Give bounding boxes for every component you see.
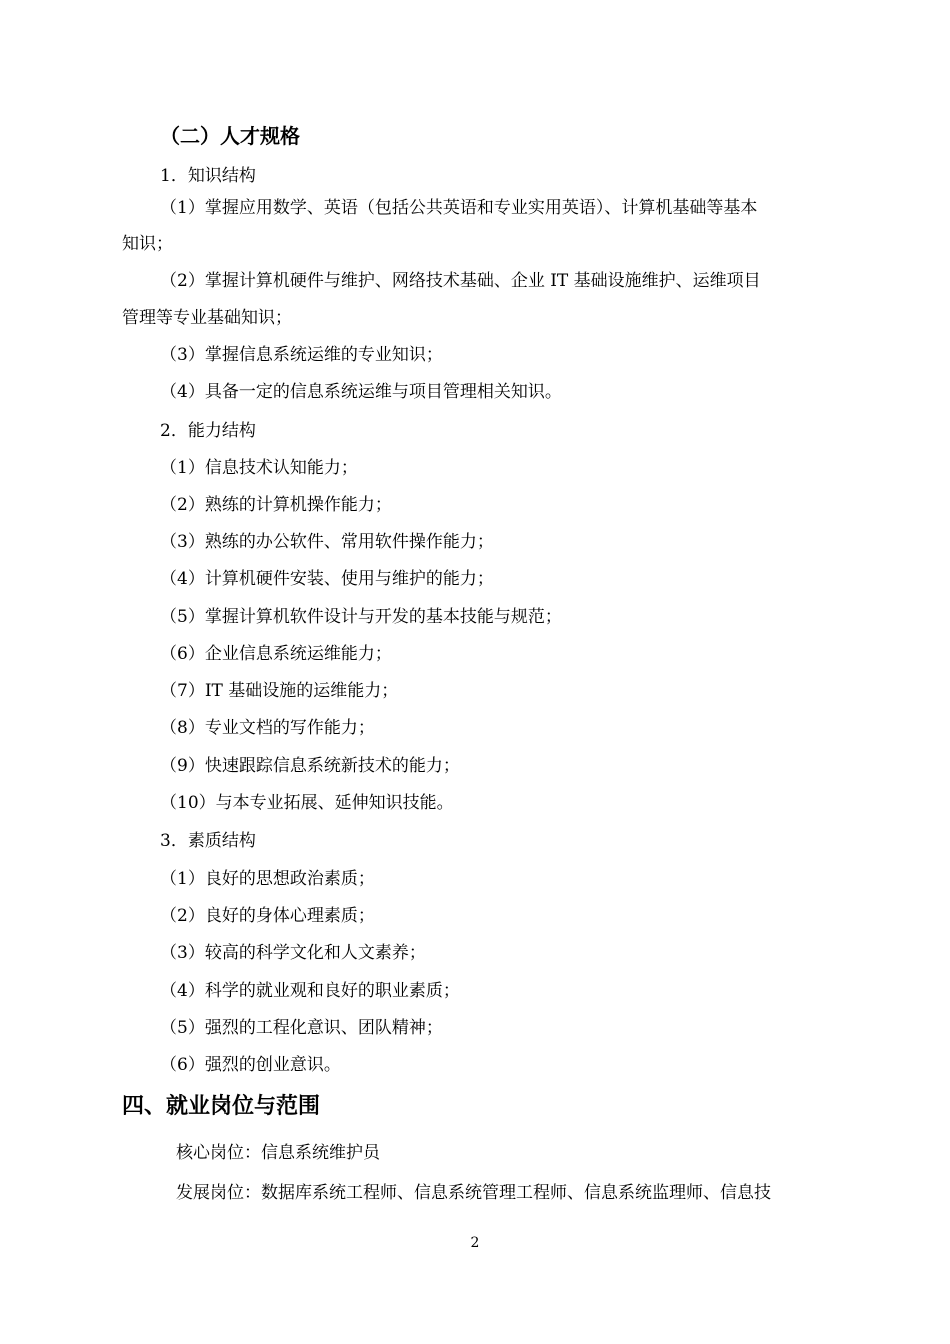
ability-item-8: （8）专业文档的写作能力； — [160, 718, 375, 738]
ability-structure-title: 2．能力结构 — [160, 421, 256, 441]
ability-item-7: （7）IT 基础设施的运维能力； — [160, 681, 399, 701]
ability-item-10: （10）与本专业拓展、延伸知识技能。 — [160, 793, 454, 813]
knowledge-item-2-line-1: （2）掌握计算机硬件与维护、网络技术基础、企业 IT 基础设施维护、运维项目 — [160, 271, 761, 291]
ability-item-4: （4）计算机硬件安装、使用与维护的能力； — [160, 569, 494, 589]
page-number: 2 — [470, 1235, 480, 1251]
ability-item-5: （5）掌握计算机软件设计与开发的基本技能与规范； — [160, 607, 562, 627]
ability-item-9: （9）快速跟踪信息系统新技术的能力； — [160, 756, 460, 776]
knowledge-item-3: （3）掌握信息系统运维的专业知识； — [160, 345, 443, 365]
knowledge-item-1-line-1: （1）掌握应用数学、英语（包括公共英语和专业实用英语）、计算机基础等基本 — [160, 198, 758, 218]
quality-item-3: （3）较高的科学文化和人文素养； — [160, 943, 426, 963]
core-position: 核心岗位：信息系统维护员 — [176, 1143, 380, 1163]
knowledge-item-1-line-2: 知识； — [122, 234, 173, 254]
quality-structure-title: 3．素质结构 — [160, 831, 256, 851]
ability-item-2: （2）熟练的计算机操作能力； — [160, 495, 392, 515]
quality-item-4: （4）科学的就业观和良好的职业素质； — [160, 981, 460, 1001]
ability-item-3: （3）熟练的办公软件、常用软件操作能力； — [160, 532, 494, 552]
quality-item-2: （2）良好的身体心理素质； — [160, 906, 375, 926]
knowledge-structure-title: 1．知识结构 — [160, 166, 256, 186]
knowledge-item-4: （4）具备一定的信息系统运维与项目管理相关知识。 — [160, 382, 562, 402]
talent-spec-heading: （二）人才规格 — [160, 124, 300, 148]
quality-item-5: （5）强烈的工程化意识、团队精神； — [160, 1018, 443, 1038]
quality-item-6: （6）强烈的创业意识。 — [160, 1055, 341, 1075]
ability-item-1: （1）信息技术认知能力； — [160, 458, 358, 478]
employment-heading: 四、就业岗位与范围 — [122, 1094, 321, 1119]
development-position: 发展岗位：数据库系统工程师、信息系统管理工程师、信息系统监理师、信息技 — [176, 1183, 771, 1203]
quality-item-1: （1）良好的思想政治素质； — [160, 869, 375, 889]
knowledge-item-2-line-2: 管理等专业基础知识； — [122, 308, 292, 328]
ability-item-6: （6）企业信息系统运维能力； — [160, 644, 392, 664]
